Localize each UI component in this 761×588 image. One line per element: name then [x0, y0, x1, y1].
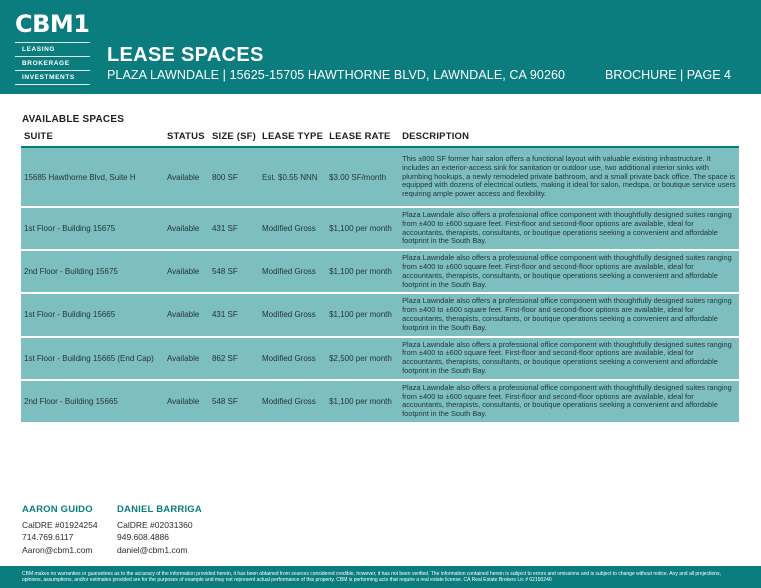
- logo-taglines: [15, 42, 90, 85]
- contact-phone[interactable]: 714.769.6117: [22, 532, 74, 542]
- column-header-size: SIZE (SF): [209, 129, 259, 147]
- column-header-suite: SUITE: [21, 129, 164, 147]
- table-header-row: [21, 129, 739, 147]
- contact-email[interactable]: Aaron@cbm1.com: [22, 544, 93, 555]
- contact-email[interactable]: daniel@cbm1.com: [117, 544, 188, 555]
- logo-tagline-investments: INVESTMENTS: [15, 71, 90, 85]
- contact-card: [117, 504, 212, 556]
- table-row: [21, 337, 739, 380]
- column-header-lease-rate: LEASE RATE: [326, 129, 399, 147]
- page-title: LEASE SPACES: [107, 44, 264, 66]
- cell-size: 431 SF: [209, 207, 259, 250]
- column-header-description: DESCRIPTION: [399, 129, 739, 147]
- cell-suite: 15685 Hawthorne Blvd, Suite H: [21, 147, 164, 207]
- table-row: [21, 250, 739, 293]
- cell-lease-type: Modified Gross: [259, 207, 326, 250]
- cell-suite: 2nd Floor - Building 15675: [21, 250, 164, 293]
- cell-lease-rate: $3.00 SF/month: [326, 147, 399, 207]
- cell-lease-rate: $1,100 per month: [326, 293, 399, 336]
- cell-lease-rate: $1,100 per month: [326, 250, 399, 293]
- company-logo: [15, 12, 90, 85]
- cell-size: 548 SF: [209, 250, 259, 293]
- cell-description: This ±800 SF former hair salon offers a functional layout with valuable existing infrastructure. It includes an exterior-access sink for sanitation or outdoor use, two additional interior sinks with plumbing hookups, a newly remodeled private bathroom, and a small private back office. The space is equipped with dozens of electrical outlets, making it ideal for salon, medspa, or boutique service users requiring ample power access and flexibility.: [399, 147, 739, 207]
- cell-description: Plaza Lawndale also offers a professional office component with thoughtfully designed suites ranging from ±400 to ±600 square feet. First-floor and second-floor options are available, ideal for accountants, therapists, consultants, or boutique operations seeking a convenient and affordable footprint in the South Bay.: [399, 337, 739, 380]
- cell-lease-rate: $1,100 per month: [326, 207, 399, 250]
- cell-description: Plaza Lawndale also offers a professional office component with thoughtfully designed suites ranging from ±400 to ±600 square feet. First-floor and second-floor options are available, ideal for accountants, therapists, consultants, or boutique operations seeking a convenient and affordable footprint in the South Bay.: [399, 207, 739, 250]
- cell-suite: 1st Floor - Building 15665 (End Cap): [21, 337, 164, 380]
- cell-description: Plaza Lawndale also offers a professional office component with thoughtfully designed suites ranging from ±400 to ±600 square feet. First-floor and second-floor options are available, ideal for accountants, therapists, consultants, or boutique operations seeking a convenient and affordable footprint in the South Bay.: [399, 293, 739, 336]
- cell-lease-type: Modified Gross: [259, 293, 326, 336]
- logo-wordmark: CBM1: [15, 10, 90, 38]
- cell-size: 548 SF: [209, 380, 259, 423]
- cell-size: 800 SF: [209, 147, 259, 207]
- legal-disclaimer: CBM makes no warranties or guarantees as to the accuracy of the information provided herein, it has been obtained from sources considered credible, however, it has not been verified. The information contained herein is subject to errors and omissions and is subject to change without notice. Any and all projections, opinions, assumptions, and/or estimates provided are for the purposes of example and may not represent actual performance of this property. CBM is performing acts that require a real estate license. CA Real Estate Brokers Lic # 02150240: [0, 566, 761, 588]
- available-spaces-table: [21, 129, 739, 424]
- cell-status: Available: [164, 147, 209, 207]
- cell-lease-type: Est. $0.55 NNN: [259, 147, 326, 207]
- table-row: [21, 147, 739, 207]
- cell-status: Available: [164, 207, 209, 250]
- header-banner: [0, 0, 761, 94]
- cell-suite: 2nd Floor - Building 15665: [21, 380, 164, 423]
- contact-name: DANIEL BARRIGA: [117, 504, 202, 515]
- logo-tagline-brokerage: BROKERAGE: [15, 57, 90, 71]
- cell-lease-type: Modified Gross: [259, 380, 326, 423]
- cell-lease-type: Modified Gross: [259, 337, 326, 380]
- cell-lease-type: Modified Gross: [259, 250, 326, 293]
- cell-lease-rate: $1,100 per month: [326, 380, 399, 423]
- column-header-status: STATUS: [164, 129, 209, 147]
- cell-status: Available: [164, 380, 209, 423]
- cell-suite: 1st Floor - Building 15665: [21, 293, 164, 336]
- column-header-lease-type: LEASE TYPE: [259, 129, 326, 147]
- cell-status: Available: [164, 337, 209, 380]
- section-title: AVAILABLE SPACES: [22, 114, 125, 125]
- cell-size: 431 SF: [209, 293, 259, 336]
- contact-name: AARON GUIDO: [22, 504, 93, 515]
- broker-contacts: [22, 504, 212, 556]
- cell-description: Plaza Lawndale also offers a professional office component with thoughtfully designed suites ranging from ±400 to ±600 square feet. First-floor and second-floor options are available, ideal for accountants, therapists, consultants, or boutique operations seeking a convenient and affordable footprint in the South Bay.: [399, 380, 739, 423]
- cell-suite: 1st Floor - Building 15675: [21, 207, 164, 250]
- table-row: [21, 293, 739, 336]
- brochure-page-label: BROCHURE | PAGE 4: [605, 68, 731, 82]
- logo-tagline-leasing: LEASING: [15, 43, 90, 57]
- property-address: PLAZA LAWNDALE | 15625-15705 HAWTHORNE BLVD, LAWNDALE, CA 90260: [107, 68, 566, 82]
- cell-status: Available: [164, 293, 209, 336]
- contact-card: [22, 504, 117, 556]
- contact-phone[interactable]: 949.608.4886: [117, 532, 169, 542]
- contact-license: CalDRE #02031360: [117, 519, 193, 530]
- table-row: [21, 207, 739, 250]
- cell-status: Available: [164, 250, 209, 293]
- cell-size: 862 SF: [209, 337, 259, 380]
- cell-lease-rate: $2,500 per month: [326, 337, 399, 380]
- table-row: [21, 380, 739, 423]
- contact-license: CalDRE #01924254: [22, 519, 98, 530]
- cell-description: Plaza Lawndale also offers a professional office component with thoughtfully designed suites ranging from ±400 to ±600 square feet. First-floor and second-floor options are available, ideal for accountants, therapists, consultants, or boutique operations seeking a convenient and affordable footprint in the South Bay.: [399, 250, 739, 293]
